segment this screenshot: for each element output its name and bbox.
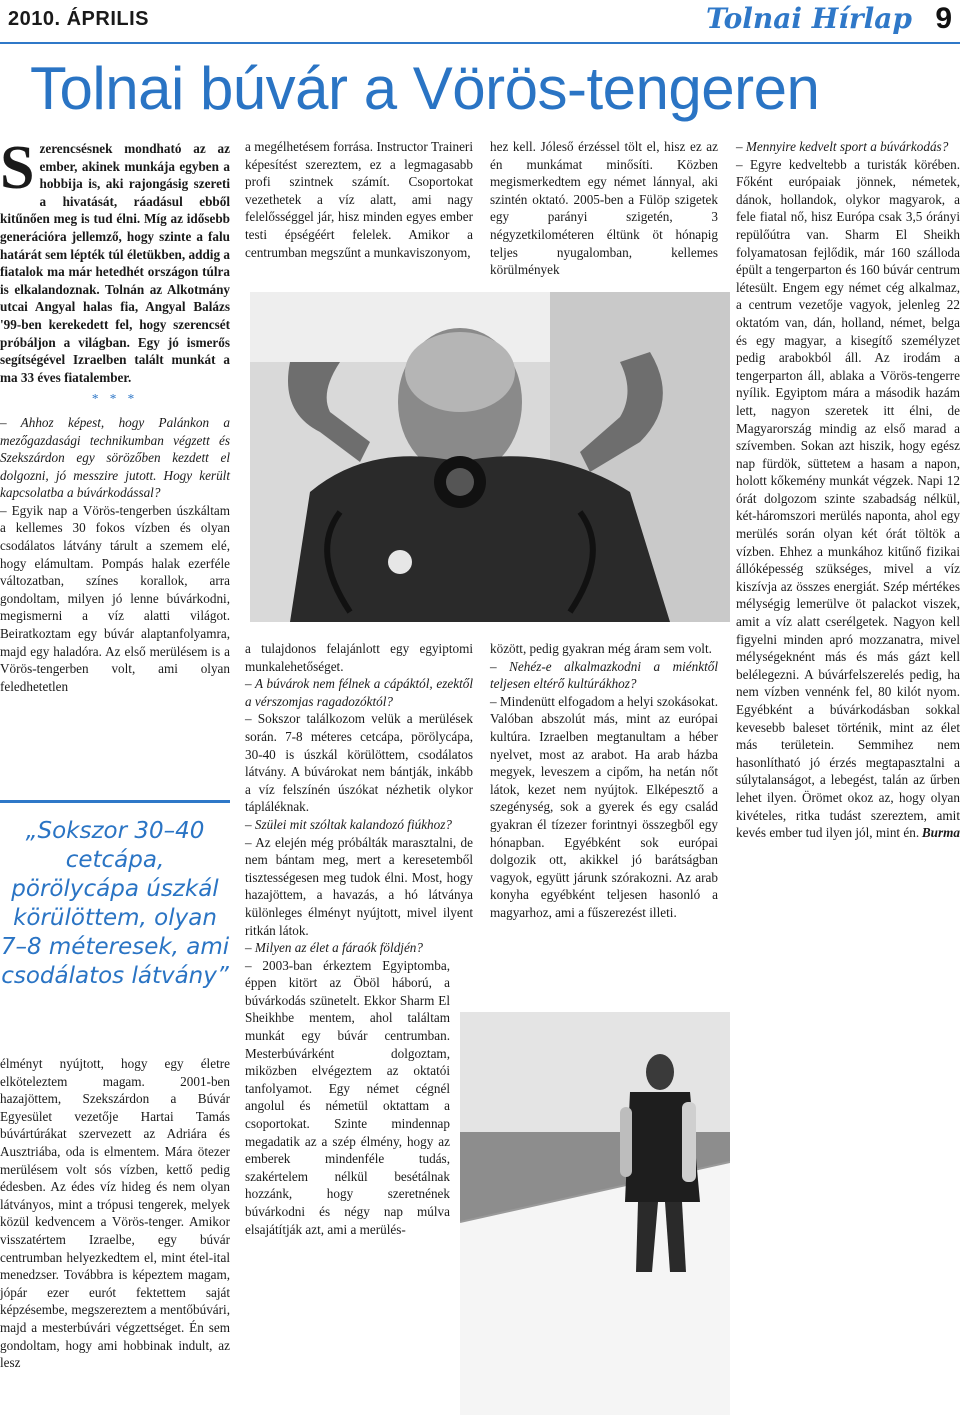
paragraph: a megélhetésem forrása. Instructor Traineri képesítést szereztem, ez a legmagasabb profi szintnek számít. Csoportokat vezethetek a víz alatt, ami nagy felelősséggel jár, hisz minden egyes ember testi épségéért felelek. Amikor a centrumban megszűnt a munkaviszonyom, xyxy=(245,139,473,260)
article-lead xyxy=(0,134,230,386)
answer: – Az elején még próbálták marasztalni, de nem bántam meg, mert a keresetemből tisztességesen meg tudok élni. Most, hogy hazajöttem, a havazás, a hó látványa különleges élményt nyújtott, mivel ilyent ritkán látok. xyxy=(245,834,473,938)
paragraph: a tulajdonos felajánlott egy egyiptomi munkalehetőséget. xyxy=(245,641,473,674)
article-title: Tolnai búvár a Vörös-tengeren xyxy=(30,55,820,122)
column-2-top xyxy=(245,138,473,261)
column-4 xyxy=(736,138,960,842)
question: – Szülei mit szóltak kalandozó fiúkhoz? xyxy=(245,816,452,832)
answer: – Sokszor találkozom velük a merülések során. 7-8 méteres cetcápa, pörölycápa, 30-40 is úszkál körülöttem, csodálatos látvány. A búvárokat nem bántják, inkább a víz felszínén úszókat nézhetik olykor tápláléknak. xyxy=(245,711,473,815)
diver-portrait-image xyxy=(250,292,730,622)
answer-continued: élményt nyújtott, hogy egy életre elköteleztem magam. 2001-ben hazajöttem, Szekszárdon a Búvár Egyesület vezetője Hartai Tamás búvártúrákat szervezett az Adriára és Ausztriába, oda is elmentem. Mára ötezer merülésem volt sós vízben, kettő pedig édesben. Az édes víz hideg és nem olyan látványos, mint a trópusi tengerek, melyek közül kedvencem a Vörös-tenger. Amikor visszatértem Izraelbe, egy búvár centrumban helyezkedtem el, mint étel-ital menedzser. Továbbra is képeztem magam, jópár ezer eurót fektettem saját képzésembe, megszereztem a mentőbúvári, majd a mesterbúvári végzettséget. Én sem gondoltam, hogy ami hobbinak indult, az lesz xyxy=(0,1056,230,1371)
author-signature: Burma xyxy=(921,825,960,841)
question: – A búvárok nem félnek a cápáktól, ezektől a vérszomjas ragadozóktól? xyxy=(245,676,473,709)
diver-on-boat-image xyxy=(460,1012,730,1415)
newspaper-logo: Tolnai Hírlap xyxy=(705,2,912,35)
question: – Ahhoz képest, hogy Palánkon a mezőgazdasági technikumban végzett és Szekszárdon egy sörözőben kezdett el dolgozni, jó messzire jutott. Hogy került kapcsolatba a búvárkodással? xyxy=(0,414,230,501)
pull-quote xyxy=(0,800,230,991)
question: – Mennyire kedvelt sport a búvárkodás? xyxy=(736,139,949,154)
answer: – Egyik nap a Vörös-tengerben úszkáltam a kellemes 30 fokos vízben és olyan csodálatos látvány tárult a szemem elé, hogy elámultam. Pompás halak ezerféle változatban, színes korallok, arra gondoltam, milyen jó lenne búvárkodni, megismerni a víz alatti világot. Beiratkoztam egy búvár alaptanfolyamra, majd egy haladóra. Az első merülésem is a Vörös-tengerben volt, ami olyan feledhetetlen xyxy=(0,502,230,694)
answer: – 2003-ban érkeztem Egyiptomba, éppen kitört az Öböl háború, a búvárkodás szünetelt. Ekkor Sharm El Sheikhbe mentem, ahol találtam munkát egy búvár centrumban. Mesterbúvárként dolgoztam, miközben elvégeztem az oktatói tanfolyamot. Egy német cégnél angolul és németül oktattam a csoportokat. Szinte mindennap megadatik az a szép élmény, hogy az emberek mindenféle tudás, szakértelem nélkül besétálnak hozzánk, hogy szeretnének búvárkodni és négy nap múlva elsajátítják azt, ami a merülés- xyxy=(245,957,450,1237)
page-number: 9 xyxy=(935,2,952,35)
diver-portrait-photo xyxy=(250,292,730,622)
column-3-bottom xyxy=(490,640,718,922)
issue-date: 2010. ÁPRILIS xyxy=(8,8,150,30)
lead-text: zerencsésnek mondható az az ember, akinek munkája egyben a hobbija is, aki rajongásig szereti a hivatását, ráadásul ebből kitűnően meg is tud élni. Míg az idősebb generációra jellemző, hogy szinte a falu határát sem lépték túl életükben, addig a fiatalok ma már hetedhét országon túlra is elkalandoznak. Tolnán az Alkotmány utcai Angyal halas fia, Angyal Balázs '99-ben kerekedett fel, hogy szerencsét próbáljon a világban. Egy jó ismerős segítségével Izraelben talált munkát a ma 33 éves fiatalember. xyxy=(0,141,230,385)
question: – Nehéz-e alkalmazkodni a miénktől teljesen eltérő kultúrákhoz? xyxy=(490,658,718,692)
paragraph: hez kell. Jóleső érzéssel tölt el, hisz ez az én munkámat minősíti. Közben megismerkedtem egy német lánnyal, aki szintén oktató. 2005-ben a Fülöp szigetek egy parányi szigetén, 3 négyzetkilométeren éltünk öt hónapig teljes nyugalomban, kellemes körülmények xyxy=(490,139,718,278)
header-rule xyxy=(0,42,960,44)
column-2-bottom xyxy=(245,640,473,1238)
column-3-top xyxy=(490,138,718,279)
answer: – Mindenütt elfogadom a helyi szokásokat. Valóban abszolút más, mint az európai kultúra. Izraelben megtanultam a héber nyelvet, most az arabot. Ha arab házba megyek, leveszem a cipőm, ha netán nőt látok, kezet nem nyújtok. Elképesztő a szegénység, sok a gyerek és egy család gyakran él tízezer forintnyi összegből egy hónapban. Egyébként sok európai dolgozik ott, akikkel jó barátságban vagyok, együtt járunk szórakozni. Az arab konyha egyébként teljesen hasonló a magyarhoz, ami a fűszerezést illeti. xyxy=(490,693,718,920)
pull-quote-text: „Sokszor 30–40 cetcápa, pörölycápa úszkál körülöttem, olyan 7–8 méteresek, ami csodálatos látvány” xyxy=(0,818,230,989)
page-header xyxy=(0,0,960,42)
diver-on-boat-photo xyxy=(460,1012,730,1415)
drop-cap: S xyxy=(0,134,35,202)
column-1-continued xyxy=(0,1055,230,1372)
paragraph: között, pedig gyakran még áram sem volt. xyxy=(490,641,712,656)
answer xyxy=(736,156,960,842)
question: – Milyen az élet a fáraók földjén? xyxy=(245,940,423,956)
answer-text: – Egyre kedveltebb a turisták körében. Főként európaiak jönnek, németek, dánok, hollandok, olykor magyarok, a fele fiatal nő, hisz Európa csak 3,5 órányi repülőútra van. Sharm El Sheikh folyamatosan fejlődik, már 160 szálloda épült a tengerparton és 160 búvár centrum létesült. Engem egy német cég alkalmaz, a centrum vezetője vagyok, jelenleg 22 oktatóm van, dán, holland, német, belga és egy magyar, a kisegítő személyzet pedig arabokból áll. Az irodám a tengerparton áll, ablaka a Vörös-tengerre nyílik. Egyiptom mára a második hazám lett, nagyon szeretek itt élni, de Magyarország mindig az első marad a szívemben. Sokan azt hiszik, hogy egész nap fürdök, sütteteм a hasam a napon, holott kőkemény munkát végzek. Napi 12 órát dolgozom szinte szabadság nélkül, két-háromszori merülés naponta, ahol egy merülés során olyan két órát töltök a vízben. Ehhez a munkához kitűnő fizikai állóképesség szükséges, mivel a víz kiszívja az összes energiát. Szép mértékes mélységig lemerülve öt palackot viszek, amit a víz alatt cserélgetek. Nagyon kell figyelni minden apró mozzanatra, mivel mélységeknént más és más gázt kell belélegezni. A búvárfelszerelés pedig, ha nem vízben vennénk fel, 80 kilót nyom. Egyébként a búvárkodásban sokkal kevesebb baleset történik, mint az élet más területein. Semmihez nem hasonlítható jó érzés megtapasztalni a súlytalanságot, a lebegést, talán az űrben lehet ilyen. Örömet okoz az, hogy olyan kivételes, ritka tudást szereztem, amit kevés ember tud ilyen jól, mint én. xyxy=(736,156,960,841)
column-1 xyxy=(0,134,230,695)
section-separator: * * * xyxy=(91,391,139,407)
